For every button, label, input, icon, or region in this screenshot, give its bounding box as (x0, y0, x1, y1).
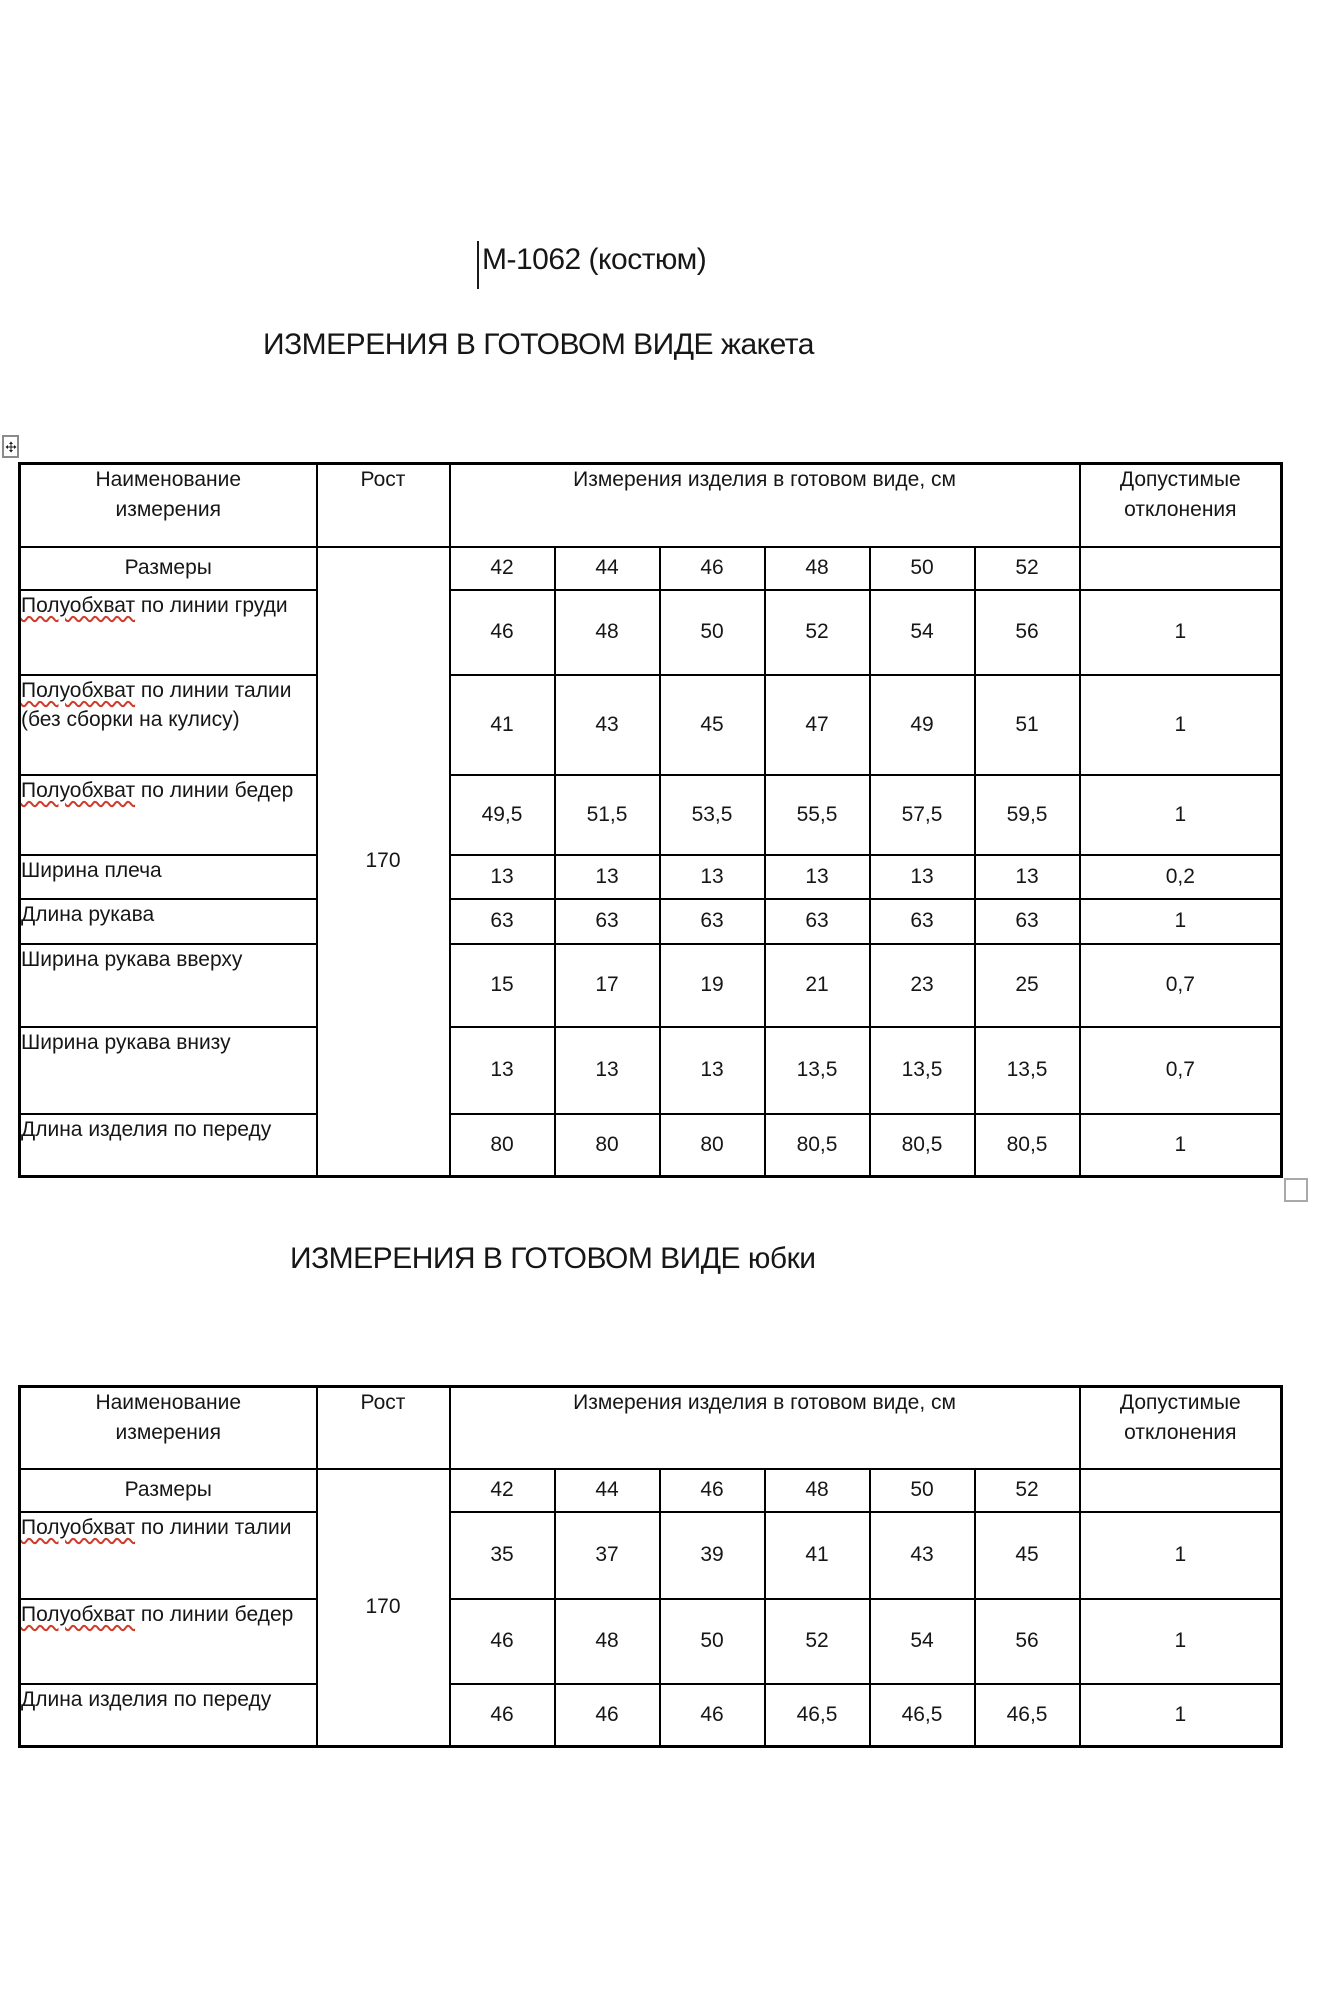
value-cell: 13 (660, 855, 765, 899)
value-cell: 13 (450, 1027, 555, 1114)
header-height: Рост (317, 1387, 450, 1469)
size-cell: 50 (870, 1469, 975, 1512)
header-tolerance-text: Допустимые отклонения (1119, 468, 1241, 521)
size-cell: 52 (975, 1469, 1080, 1512)
tolerance-cell: 1 (1080, 1512, 1282, 1599)
header-height: Рост (317, 464, 450, 547)
value-cell: 13,5 (975, 1027, 1080, 1114)
measurement-name-cell (20, 944, 317, 1027)
tolerance-empty-cell (1080, 1469, 1282, 1512)
value-cell: 80,5 (870, 1114, 975, 1177)
value-cell: 80,5 (765, 1114, 870, 1177)
sizes-label-cell: Размеры (20, 1469, 317, 1512)
table-header-row (20, 1387, 1282, 1469)
height-value-cell: 170 (317, 547, 450, 1177)
value-cell: 63 (765, 899, 870, 944)
measurement-name-text: Длина изделия по переду (21, 1117, 272, 1141)
value-cell: 13,5 (870, 1027, 975, 1114)
size-cell: 52 (975, 547, 1080, 590)
value-cell: 19 (660, 944, 765, 1027)
tolerance-cell: 0,7 (1080, 944, 1282, 1027)
value-cell: 13 (450, 855, 555, 899)
measurement-name-cell (20, 1512, 317, 1599)
value-cell: 46 (555, 1684, 660, 1747)
value-cell: 46 (450, 1684, 555, 1747)
tolerance-cell: 1 (1080, 1599, 1282, 1684)
tolerance-empty-cell (1080, 547, 1282, 590)
value-cell: 80,5 (975, 1114, 1080, 1177)
value-cell: 17 (555, 944, 660, 1027)
value-cell: 53,5 (660, 775, 765, 855)
measurement-name-cell (20, 675, 317, 775)
value-cell: 49,5 (450, 775, 555, 855)
measurement-row (20, 1114, 1282, 1177)
value-cell: 13 (765, 855, 870, 899)
value-cell: 37 (555, 1512, 660, 1599)
measurement-name-cell (20, 1684, 317, 1747)
size-cell: 44 (555, 1469, 660, 1512)
measurement-name-text: по линии бедер (135, 778, 294, 802)
value-cell: 48 (555, 590, 660, 675)
document-title-line (477, 243, 706, 289)
text-cursor (477, 241, 479, 289)
misspelled-word: Полуобхват (21, 1515, 136, 1539)
value-cell: 43 (870, 1512, 975, 1599)
value-cell: 13 (555, 1027, 660, 1114)
measurement-row (20, 1599, 1282, 1684)
value-cell: 47 (765, 675, 870, 775)
value-cell: 54 (870, 1599, 975, 1684)
sizes-row (20, 547, 1282, 590)
size-cell: 42 (450, 547, 555, 590)
value-cell: 39 (660, 1512, 765, 1599)
size-cell: 50 (870, 547, 975, 590)
size-cell: 42 (450, 1469, 555, 1512)
tolerance-cell: 1 (1080, 899, 1282, 944)
measurement-name-text: Длина изделия по переду (21, 1687, 272, 1711)
measurement-name-text: Ширина рукава внизу (21, 1030, 231, 1054)
header-measurement-name (20, 464, 317, 547)
tolerance-cell: 0,7 (1080, 1027, 1282, 1114)
value-cell: 63 (555, 899, 660, 944)
value-cell: 59,5 (975, 775, 1080, 855)
value-cell: 46,5 (765, 1684, 870, 1747)
value-cell: 25 (975, 944, 1080, 1027)
measurement-row (20, 899, 1282, 944)
header-measurement-name-text: Наименование измерения (95, 468, 242, 521)
tolerance-cell: 0,2 (1080, 855, 1282, 899)
value-cell: 45 (975, 1512, 1080, 1599)
jacket-section-title: ИЗМЕРЕНИЯ В ГОТОВОМ ВИДЕ жакета (263, 328, 814, 361)
header-measurements: Измерения изделия в готовом виде, см (450, 464, 1080, 547)
tolerance-cell: 1 (1080, 1684, 1282, 1747)
measurement-row (20, 855, 1282, 899)
value-cell: 51,5 (555, 775, 660, 855)
measurement-row (20, 1027, 1282, 1114)
value-cell: 23 (870, 944, 975, 1027)
value-cell: 49 (870, 675, 975, 775)
measurement-name-cell (20, 899, 317, 944)
measurement-row (20, 1512, 1282, 1599)
measurement-row (20, 1684, 1282, 1747)
skirt-measurements-table (18, 1385, 1283, 1748)
value-cell: 43 (555, 675, 660, 775)
value-cell: 46,5 (870, 1684, 975, 1747)
size-cell: 48 (765, 1469, 870, 1512)
size-cell: 46 (660, 1469, 765, 1512)
size-cell: 46 (660, 547, 765, 590)
value-cell: 52 (765, 590, 870, 675)
value-cell: 45 (660, 675, 765, 775)
table-header-row (20, 464, 1282, 547)
value-cell: 50 (660, 590, 765, 675)
value-cell: 41 (765, 1512, 870, 1599)
header-tolerance (1080, 464, 1282, 547)
header-measurement-name-text: Наименование измерения (95, 1391, 242, 1444)
measurement-name-cell (20, 1027, 317, 1114)
table-resize-handle[interactable] (1284, 1178, 1308, 1202)
misspelled-word: Полуобхват (21, 678, 136, 702)
measurement-row (20, 944, 1282, 1027)
measurement-name-cell (20, 1114, 317, 1177)
value-cell: 13 (660, 1027, 765, 1114)
misspelled-word: Полуобхват (21, 778, 136, 802)
misspelled-word: Полуобхват (21, 1602, 136, 1626)
measurement-row (20, 675, 1282, 775)
value-cell: 51 (975, 675, 1080, 775)
value-cell: 13 (870, 855, 975, 899)
value-cell: 63 (450, 899, 555, 944)
document-title: М-1062 (костюм) (482, 243, 707, 276)
header-measurements: Измерения изделия в готовом виде, см (450, 1387, 1080, 1469)
measurement-name-text: по линии талии (135, 1515, 292, 1539)
value-cell: 46 (450, 1599, 555, 1684)
measurement-name-text: Ширина плеча (21, 858, 162, 882)
sizes-label-cell: Размеры (20, 547, 317, 590)
value-cell: 63 (660, 899, 765, 944)
value-cell: 13,5 (765, 1027, 870, 1114)
measurement-name-cell (20, 775, 317, 855)
value-cell: 50 (660, 1599, 765, 1684)
value-cell: 15 (450, 944, 555, 1027)
tolerance-cell: 1 (1080, 1114, 1282, 1177)
skirt-section-title: ИЗМЕРЕНИЯ В ГОТОВОМ ВИДЕ юбки (290, 1242, 816, 1275)
value-cell: 48 (555, 1599, 660, 1684)
value-cell: 54 (870, 590, 975, 675)
value-cell: 80 (555, 1114, 660, 1177)
sizes-row (20, 1469, 1282, 1512)
value-cell: 46 (450, 590, 555, 675)
header-tolerance-text: Допустимые отклонения (1119, 1391, 1241, 1444)
value-cell: 55,5 (765, 775, 870, 855)
height-value-cell: 170 (317, 1469, 450, 1747)
measurement-row (20, 775, 1282, 855)
measurement-name-cell (20, 590, 317, 675)
value-cell: 46 (660, 1684, 765, 1747)
misspelled-word: Полуобхват (21, 593, 136, 617)
value-cell: 56 (975, 1599, 1080, 1684)
value-cell: 35 (450, 1512, 555, 1599)
size-cell: 44 (555, 547, 660, 590)
jacket-measurements-table (18, 462, 1283, 1178)
measurement-name-cell (20, 855, 317, 899)
measurement-name-text: Длина рукава (21, 902, 155, 926)
value-cell: 52 (765, 1599, 870, 1684)
measurement-name-text: Ширина рукава вверху (21, 947, 243, 971)
value-cell: 63 (975, 899, 1080, 944)
value-cell: 13 (975, 855, 1080, 899)
measurement-name-cell (20, 1599, 317, 1684)
value-cell: 56 (975, 590, 1080, 675)
move-cross-icon (5, 441, 17, 453)
tolerance-cell: 1 (1080, 590, 1282, 675)
tolerance-cell: 1 (1080, 775, 1282, 855)
value-cell: 46,5 (975, 1684, 1080, 1747)
measurement-name-text: по линии груди (135, 593, 288, 617)
measurement-row (20, 590, 1282, 675)
size-cell: 48 (765, 547, 870, 590)
value-cell: 41 (450, 675, 555, 775)
measurement-name-text: по линии бедер (135, 1602, 294, 1626)
value-cell: 80 (660, 1114, 765, 1177)
value-cell: 57,5 (870, 775, 975, 855)
value-cell: 80 (450, 1114, 555, 1177)
tolerance-cell: 1 (1080, 675, 1282, 775)
measurement-name-text: по линии талии (без сборки на кулису) (21, 678, 292, 732)
table-move-handle[interactable] (2, 435, 19, 458)
header-measurement-name (20, 1387, 317, 1469)
value-cell: 63 (870, 899, 975, 944)
header-tolerance (1080, 1387, 1282, 1469)
value-cell: 13 (555, 855, 660, 899)
value-cell: 21 (765, 944, 870, 1027)
